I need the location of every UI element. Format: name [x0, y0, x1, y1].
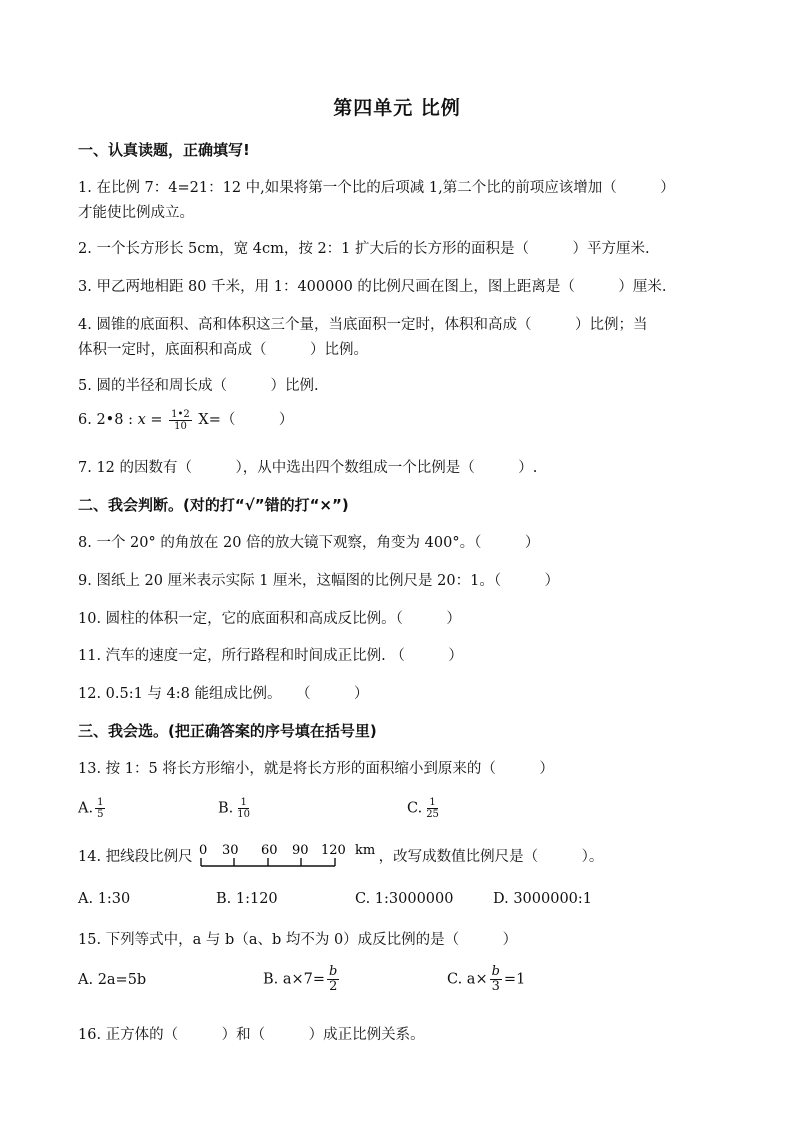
- question-1-line-2: 才能使比例成立。: [78, 205, 194, 221]
- q14-prefix: 14. 把线段比例尺: [78, 849, 193, 865]
- question-8: 8. 一个 20° 的角放在 20 倍的放大镜下观察，角变为 400°。（ ）: [78, 535, 540, 551]
- q6-fraction-denominator: 10: [174, 420, 187, 432]
- q14-suffix: ，改写成数值比例尺是（ ）。: [378, 849, 604, 865]
- question-5: 5. 圆的半径和周长成（ ）比例.: [78, 378, 319, 394]
- q6-equals: =: [145, 412, 168, 428]
- q15-c-denominator: 3: [491, 979, 500, 994]
- option-a-fraction: [95, 797, 105, 820]
- q15-c-prefix: C. a×: [447, 971, 488, 988]
- option-b-fraction: [235, 797, 252, 820]
- option-a-denominator: 5: [97, 809, 104, 820]
- q6-fraction: [169, 409, 192, 432]
- question-13-option-c: [407, 797, 443, 820]
- section-2-heading: 二、我会判断。(对的打“√”错的打“×”): [78, 496, 349, 514]
- scale-tick-label-60: 60: [260, 843, 278, 858]
- question-2: 2. 一个长方形长 5cm，宽 4cm，按 2：1 扩大后的长方形的面积是（ ）平方厘米.: [78, 241, 650, 257]
- q6-variable: x: [137, 412, 146, 428]
- q6-mid: 8 :: [114, 412, 138, 428]
- q15-b-denominator: 2: [329, 979, 338, 994]
- question-15-option-b: [263, 965, 341, 994]
- q15-c-fraction: [490, 965, 502, 994]
- option-c-label: C.: [407, 800, 423, 817]
- question-7: 7. 12 的因数有（ ），从中选出四个数组成一个比例是（ ）.: [78, 460, 538, 476]
- scale-tick-label-90: 90: [291, 843, 309, 858]
- section-1-heading: 一、认真读题，正确填写!: [78, 141, 250, 159]
- question-14-option-d: D. 3000000:1: [493, 891, 593, 907]
- q15-b-fraction: [327, 965, 339, 994]
- line-scale-bar: [195, 842, 377, 872]
- question-15-option-a: A. 2a=5b: [78, 972, 147, 988]
- option-b-denominator: 10: [237, 809, 250, 820]
- q15-c-numerator: b: [491, 964, 500, 979]
- question-13-option-b: [218, 797, 254, 820]
- question-14: [78, 842, 603, 872]
- option-b-numerator: 1: [240, 797, 247, 808]
- question-9: 9. 图纸上 20 厘米表示实际 1 厘米，这幅图的比例尺是 20：1。（ ）: [78, 573, 560, 589]
- question-15-option-c: [447, 965, 525, 994]
- q15-b-prefix: B. a×7=: [263, 971, 326, 988]
- question-12: 12. 0.5:1 与 4:8 能组成比例。 （ ）: [78, 686, 369, 702]
- scale-tick-label-0: 0: [198, 843, 207, 858]
- section-3-heading: 三、我会选。(把正确答案的序号填在括号里): [78, 722, 377, 740]
- question-14-option-b: B. 1:120: [216, 891, 278, 907]
- question-15: 15. 下列等式中，a 与 b（a、b 均不为 0）成反比例的是（ ）: [78, 932, 518, 948]
- page-title: 第四单元 比例: [333, 97, 461, 119]
- option-c-numerator: 1: [429, 797, 436, 808]
- q6-fraction-numerator: 1•2: [171, 408, 190, 420]
- scale-tick-label-120: 120: [320, 843, 346, 858]
- question-6: [78, 408, 293, 432]
- question-13: 13. 按 1：5 将长方形缩小，就是将长方形的面积缩小到原来的（ ）: [78, 761, 554, 777]
- q6-dot: •: [105, 412, 115, 428]
- question-16: 16. 正方体的（ ）和（ ）成正比例关系。: [78, 1027, 425, 1043]
- option-c-fraction: [424, 797, 441, 820]
- question-10: 10. 圆柱的体积一定，它的底面积和高成反比例。（ ）: [78, 611, 461, 627]
- q15-c-suffix: =1: [503, 971, 526, 988]
- question-14-option-c: C. 1:3000000: [355, 891, 454, 907]
- option-c-denominator: 25: [426, 809, 439, 820]
- question-14-option-a: A. 1:30: [78, 891, 131, 907]
- q6-suffix: X=（ ）: [193, 412, 294, 428]
- question-4-line-2: 体积一定时，底面积和高成（ ）比例。: [78, 342, 368, 358]
- scale-unit-label: km: [354, 843, 375, 858]
- scale-tick-label-30: 30: [221, 843, 239, 858]
- question-13-option-a: [78, 797, 107, 820]
- option-a-label: A.: [78, 800, 94, 817]
- question-11: 11. 汽车的速度一定，所行路程和时间成正比例. （ ）: [78, 648, 463, 664]
- option-b-label: B.: [218, 800, 234, 817]
- q6-prefix: 6. 2: [78, 412, 106, 428]
- question-3: 3. 甲乙两地相距 80 千米，用 1：400000 的比例尺画在图上，图上距离是（ ）厘米.: [78, 279, 667, 295]
- question-1-line-1: 1. 在比例 7：4=21：12 中,如果将第一个比的后项减 1,第二个比的前项应该增加（ ）: [78, 180, 675, 196]
- q15-b-numerator: b: [329, 964, 338, 979]
- question-4-line-1: 4. 圆锥的底面积、高和体积这三个量，当底面积一定时，体积和高成（ ）比例；当: [78, 317, 648, 333]
- option-a-numerator: 1: [97, 797, 104, 808]
